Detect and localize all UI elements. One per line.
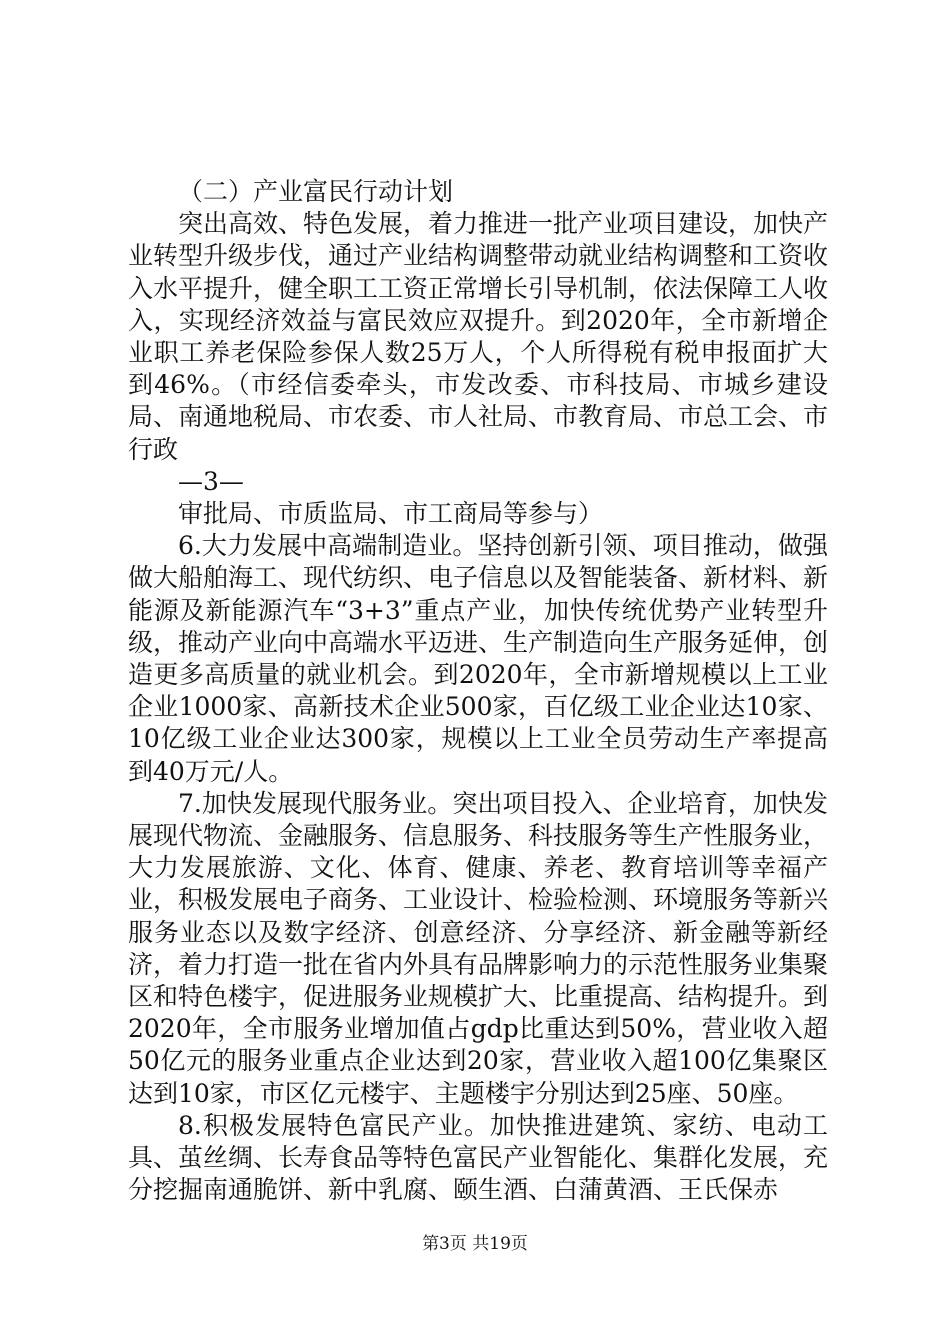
- document-body: [128, 176, 828, 1207]
- page-number-label: 第3页 共19页: [422, 1234, 528, 1254]
- paragraph-industry-plan: 突出高效、特色发展，着力推进一批产业项目建设，加快产业转型升级步伐，通过产业结构调整带动就业结构调整和工资收入水平提升，健全职工工资正常增长引导机制，依法保障工人收入，实现经济效益与富民效应双提升。到2020年，全市新增企业职工养老保险参保人数25万人，个人所得税有税申报面扩大到46%。（市经信委牵头，市发改委、市科技局、市城乡建设局、南通地税局、市农委、市人社局、市教育局、市总工会、市行政: [128, 209, 829, 464]
- section-heading: （二）产业富民行动计划: [178, 177, 454, 206]
- paragraph-item-8: 8.积极发展特色富民产业。加快推进建筑、家纺、电动工具、茧丝绸、长寿食品等特色富民产业智能化、集群化发展，充分挖掘南通脆饼、新中乳腐、颐生酒、白蒲黄酒、王氏保赤: [128, 1110, 829, 1205]
- paragraph-item-7: 7.加快发展现代服务业。突出项目投入、企业培育，加快发展现代物流、金融服务、信息服务、科技服务等生产性服务业，大力发展旅游、文化、体育、健康、养老、教育培训等幸福产业，积极发展电子商务、工业设计、检验检测、环境服务等新兴服务业态以及数字经济、创意经济、分享经济、新金融等新经济，着力打造一批在省内外具有品牌影响力的示范性服务业集聚区和特色楼宇，促进服务业规模扩大、比重提高、结构提升。到2020年，全市服务业增加值占gdp比重达到50%，营业收入超50亿元的服务业重点企业达到20家，营业收入超100亿集聚区达到10家，市区亿元楼宇、主题楼宇分别达到25座、50座。: [128, 788, 829, 1108]
- inline-page-marker: —3—: [178, 466, 244, 496]
- paragraph-item-6: 6.大力发展中高端制造业。坚持创新引领、项目推动，做强做大船舶海工、现代纺织、电子信息以及智能装备、新材料、新能源及新能源汽车“3+3”重点产业，加快传统优势产业转型升级，推动产业向中高端水平迈进、生产制造向生产服务延伸，创造更多高质量的就业机会。到2020年，全市新增规模以上工业企业1000家、高新技术企业500家，百亿级工业企业达10家、10亿级工业企业达300家，规模以上工业全员劳动生产率提高到40万元/人。: [128, 531, 829, 786]
- paragraph-participants-continued: 审批局、市质监局、市工商局等参与）: [178, 499, 604, 529]
- page-footer: [0, 1233, 950, 1255]
